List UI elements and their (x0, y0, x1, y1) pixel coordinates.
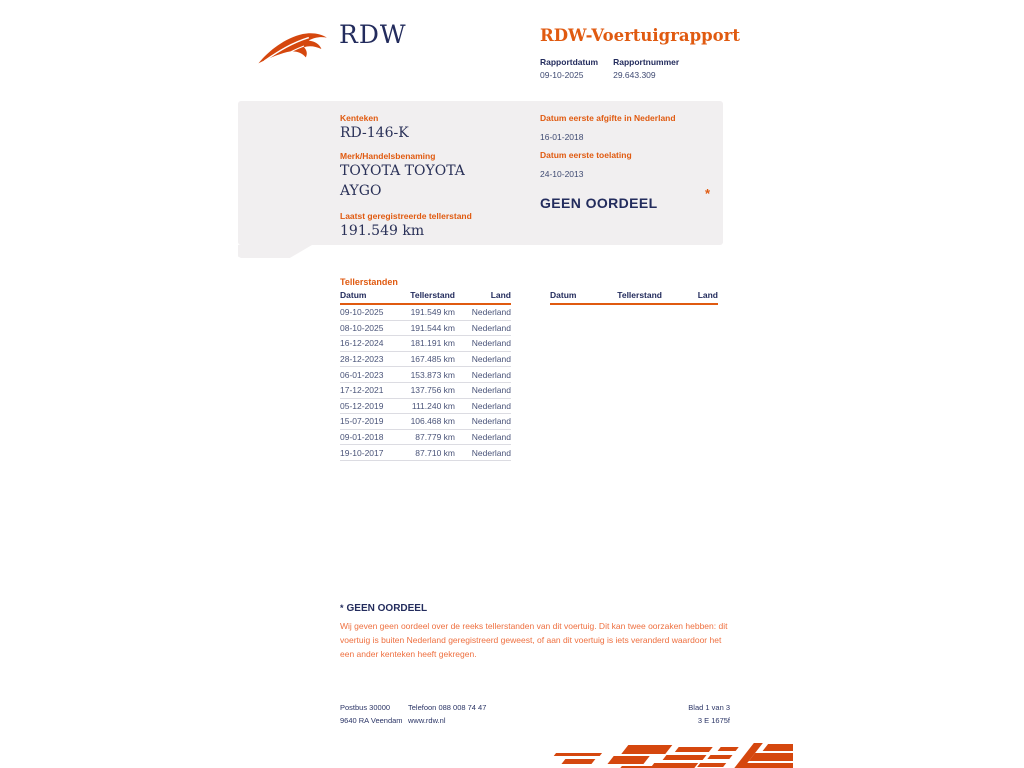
footer-address-line2: 9640 RA Veendam (340, 716, 403, 725)
report-date-label: Rapportdatum (540, 57, 599, 67)
toelating-value: 24-10-2013 (540, 169, 584, 179)
footer-address-line1: Postbus 30000 (340, 703, 391, 712)
cell-tellerstand: 111.240 km (411, 400, 455, 411)
footer-phone: Telefoon 088 008 74 47 (408, 703, 487, 712)
cell-tellerstand: 191.544 km (410, 322, 455, 333)
summary-left-column (340, 113, 500, 241)
cell-tellerstand: 87.779 km (415, 432, 455, 443)
table-row (340, 414, 511, 430)
footer-website-link[interactable]: www.rdw.nl (408, 716, 446, 725)
column-header-land: Land (490, 290, 511, 300)
meter-readings-header (340, 290, 511, 305)
table-row (340, 430, 511, 446)
rdw-wing-logo-icon (256, 27, 334, 71)
summary-right-column (540, 113, 710, 211)
vehicle-summary-card (238, 101, 723, 245)
meter-readings-body (340, 305, 511, 461)
footer-address (340, 701, 403, 727)
cell-land: Nederland (471, 338, 511, 349)
merk-value: TOYOTA TOYOTA AYGO (340, 163, 465, 199)
cell-land: Nederland (471, 432, 511, 443)
cell-datum: 17-12-2021 (340, 385, 384, 396)
table-row (340, 367, 511, 383)
footer-form-code: 3 E 1675f (697, 716, 730, 725)
cell-tellerstand: 153.873 km (410, 369, 455, 380)
table-row (340, 321, 511, 337)
kenteken-value: RD-146-K (340, 125, 409, 141)
footer-page-number: Blad 1 van 3 (688, 703, 730, 712)
footer-contact (408, 701, 486, 727)
report-number-label: Rapportnummer (613, 57, 680, 67)
tellerstand-label: Laatst geregistreerde tellerstand (340, 211, 472, 221)
cell-tellerstand: 87.710 km (415, 447, 455, 458)
verdict-asterisk: * (704, 186, 710, 201)
table-row (340, 336, 511, 352)
cell-datum: 28-12-2023 (340, 354, 384, 365)
column-header-tellerstand: Tellerstand (617, 290, 662, 300)
cell-tellerstand: 137.756 km (410, 385, 455, 396)
cell-land: Nederland (471, 385, 511, 396)
column-header-tellerstand: Tellerstand (410, 290, 455, 300)
column-header-datum: Datum (550, 290, 577, 300)
cell-datum: 16-12-2024 (340, 338, 384, 349)
meter-readings-table (340, 290, 511, 461)
cell-land: Nederland (471, 447, 511, 458)
cell-datum: 09-01-2018 (340, 432, 384, 443)
meter-readings-section-title: Tellerstanden (340, 277, 398, 287)
cell-land: Nederland (471, 322, 511, 333)
verdict-text: GEEN OORDEEL (540, 195, 658, 211)
table-row (340, 399, 511, 415)
rdw-logo-text: RDW (339, 20, 407, 49)
footnote-text: Wij geven geen oordeel over de reeks tellerstanden van dit voertuig. Dit kan twee oorzaken hebben: dit voertuig is buiten Nederland geregistreerd geweest, of aan dit voertuig is iets veranderd waardoor het een ander kenteken heeft gekregen. (340, 621, 728, 659)
page-title: RDW-Voertuigrapport (540, 26, 740, 45)
cell-tellerstand: 191.549 km (410, 307, 455, 318)
report-date-value: 09-10-2025 (540, 70, 584, 80)
meter-readings-table-empty (550, 290, 718, 305)
speed-stripes-graphic (543, 739, 793, 768)
column-header-datum: Datum (340, 290, 367, 300)
meter-readings-header-2 (550, 290, 718, 305)
cell-tellerstand: 181.191 km (410, 338, 455, 349)
report-meta (540, 57, 679, 80)
report-date-block (540, 57, 598, 80)
footnote-title: GEEN OORDEEL (346, 603, 428, 614)
kenteken-label: Kenteken (340, 113, 379, 123)
tellerstand-value: 191.549 km (340, 223, 425, 239)
afgifte-value: 16-01-2018 (540, 132, 584, 142)
report-number-block (613, 57, 679, 80)
cell-datum: 15-07-2019 (340, 416, 384, 427)
cell-land: Nederland (471, 416, 511, 427)
report-number-value: 29.643.309 (613, 70, 656, 80)
cell-datum: 19-10-2017 (340, 447, 384, 458)
table-row (340, 305, 511, 321)
cell-land: Nederland (471, 354, 511, 365)
merk-label: Merk/Handelsbenaming (340, 151, 436, 161)
cell-datum: 09-10-2025 (340, 307, 384, 318)
footer-page-info (640, 701, 730, 727)
afgifte-label: Datum eerste afgifte in Nederland (540, 113, 676, 123)
cell-tellerstand: 106.468 km (410, 416, 455, 427)
cell-datum: 05-12-2019 (340, 400, 384, 411)
cell-land: Nederland (471, 307, 511, 318)
column-header-land: Land (697, 290, 718, 300)
cell-tellerstand: 167.485 km (410, 354, 455, 365)
cell-datum: 06-01-2023 (340, 369, 384, 380)
table-row (340, 445, 511, 461)
cell-datum: 08-10-2025 (340, 322, 384, 333)
footnote-heading (340, 603, 427, 614)
toelating-label: Datum eerste toelating (540, 150, 632, 160)
footnote-asterisk: * (340, 603, 344, 613)
cell-land: Nederland (471, 400, 511, 411)
cell-land: Nederland (471, 369, 511, 380)
table-row (340, 352, 511, 368)
table-row (340, 383, 511, 399)
